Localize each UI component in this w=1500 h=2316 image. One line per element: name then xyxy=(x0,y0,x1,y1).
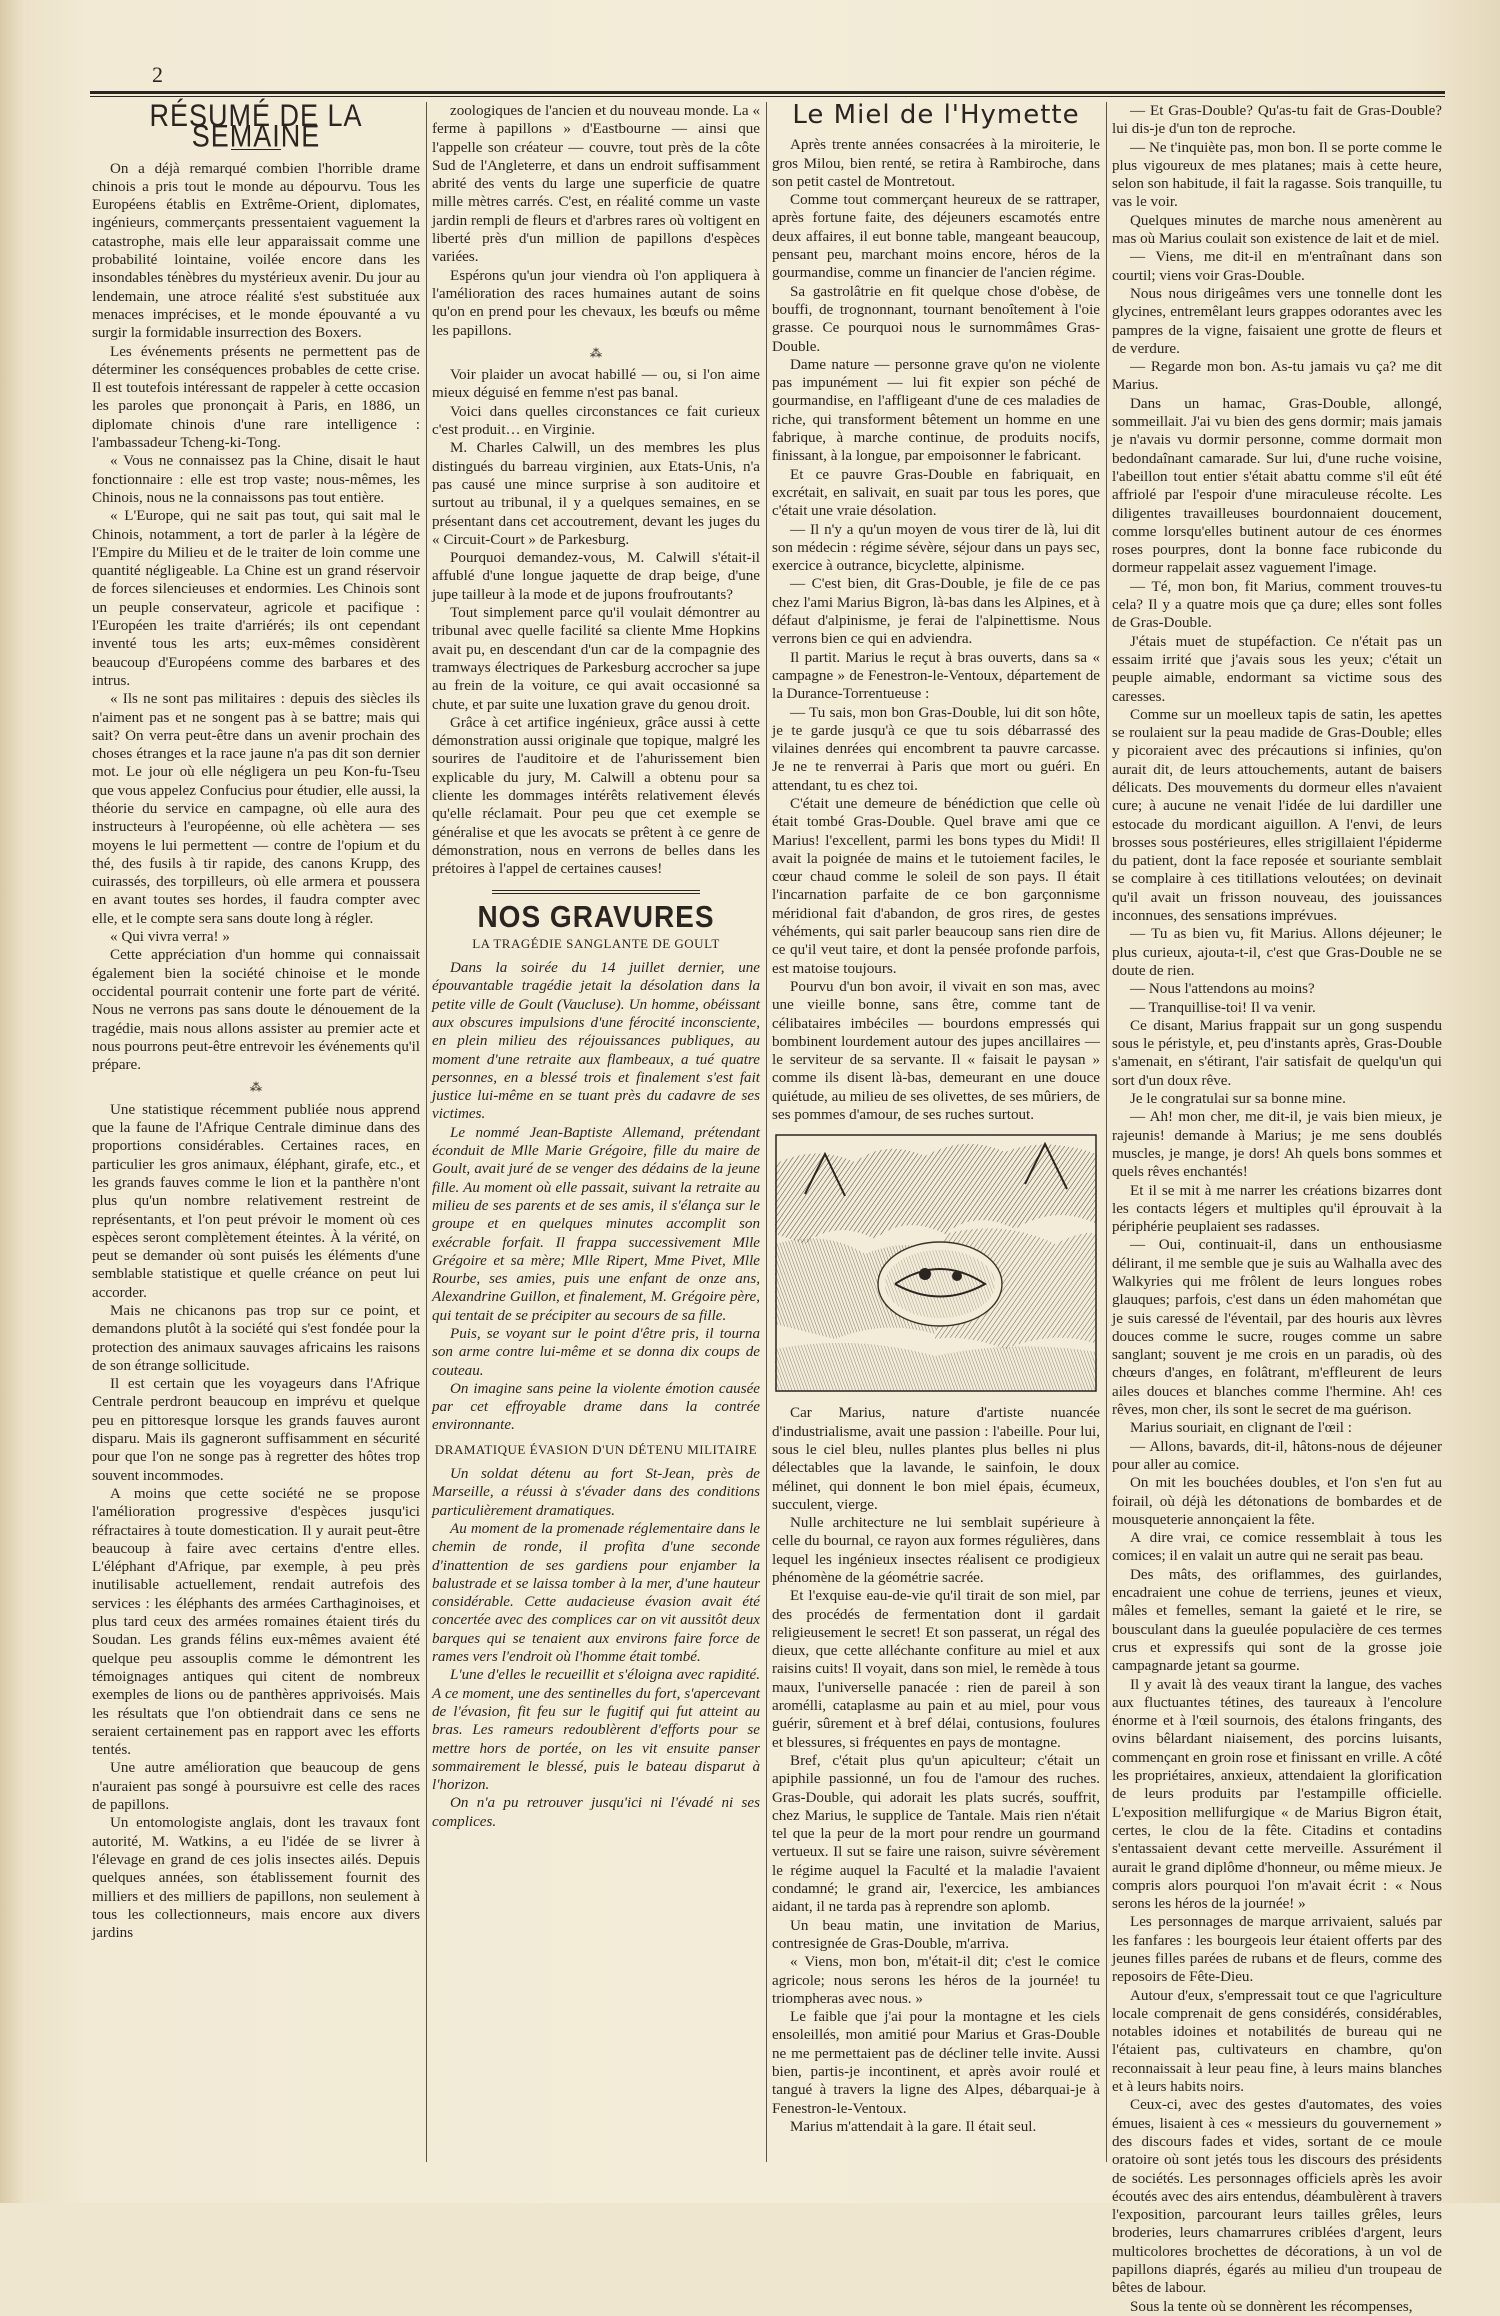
paragraph: Dans un hamac, Gras-Double, allongé, sommeillait. J'ai vu bien des gens dormir; mais jamais je n'avais vu dormir personne, comme dormait mon bedondaînant camarade. Sur lui, d'une ruche voisine, l'abeillon tout entier s'était abattu comme s'il eût été affriolé par l'espoir d'une miraculeuse récolte. Les diligentes travailleuses bourdonnaient doucement, comme lorsqu'elles butinent autour de ces énormes roses pourpres, dont la bonne face rubiconde du dormeur rappelait assez vaguement l'image. xyxy=(1112,395,1442,577)
paragraph: — Nous l'attendons au moins? xyxy=(1130,981,1315,998)
paragraph: Quelques minutes de marche nous amenèrent au mas où Marius coulait son existence de lait et de miel. xyxy=(1112,212,1442,248)
paragraph: Marius souriait, en clignant de l'œil : xyxy=(1130,1420,1352,1437)
paragraph: Voir plaider un avocat habillé — ou, si l'on aime mieux déguisé en femme n'est pas banal. xyxy=(432,367,760,402)
paragraph: Nous nous dirigeâmes vers une tonnelle dont les glycines, entremêlant leurs grappes odorantes avec les pampres de la vigne, faisaient une grotte de fleurs et de verdure. xyxy=(1112,285,1442,357)
paragraph: — Ne t'inquiète pas, mon bon. Il se porte comme le plus vigoureux de mes platanes; mais à cette heure, selon son habitude, il fait la ragasse. Sois tranquille, tu vas le voir. xyxy=(1112,139,1442,211)
paragraph: « L'Europe, qui ne sait pas tout, qui sait mal le Chinois, notamment, a tort de parler à la légère de l'Empire du Milieu et de le traiter de loin comme une quantité négligeable. La Chine est un grand réservoir de forces silencieuses et endormies. Les Chinois sont un peuple conservateur, agricole et pacifique : l'Européen les traite d'arriérés; ils ont cependant inventé tous les arts; eux-mêmes considèrent beaucoup d'Européens comme des barbares et des intrus. xyxy=(92,508,420,689)
paragraph: Tout simplement parce qu'il voulait démontrer au tribunal avec quelle facilité sa cliente Mme Hopkins avait pu, en descendant d'un car de la compagnie des tramways électriques de Parkesburg accrocher sa jupe au frein de la voiture, ce qui avait occasionné sa chute, et par suite une luxation grave du genou droit. xyxy=(432,605,760,713)
paragraph: — Il n'y a qu'un moyen de vous tirer de là, lui dit son médecin : régime sévère, séjour dans un pays sec, exercice à outrance, bicyclette, alpinisme. xyxy=(772,521,1100,575)
paragraph: Après trente années consacrées à la miroiterie, le gros Milou, bien renté, se retira à Rambiroche, dans son petit castel de Montretout. xyxy=(772,137,1100,190)
story-body-suite xyxy=(1112,102,1442,2316)
paragraph: Une autre amélioration que beaucoup de gens n'auraient pas songé à poursuivre est celle des races de papillons. xyxy=(92,1760,420,1814)
paragraph: « Vous ne connaissez pas la Chine, disait le haut fonctionnaire : elle est trop vaste; nous-mêmes, les Chinois, nous ne la connaissons pas tout entière. xyxy=(92,453,420,506)
paragraph: — Regarde mon bon. As-tu jamais vu ça? me dit Marius. xyxy=(1112,359,1442,394)
paragraph: — Tranquillise-toi! Il va venir. xyxy=(1130,999,1316,1016)
resume-body xyxy=(92,160,420,1943)
paragraph: On mit les bouchées doubles, et l'on s'en fut au foirail, où déjà les détonations de bombardes et de mousqueterie annonçaient la fête. xyxy=(1112,1475,1442,1528)
paragraph: Ce disant, Marius frappait sur un gong suspendu sous le péristyle, et, peu d'instants après, Gras-Double s'amenait, en s'étirant, l'air satisfait de quelqu'un qui sort d'un doux rêve. xyxy=(1112,1017,1442,1089)
paragraph: Le nommé Jean-Baptiste Allemand, prétendant éconduit de Mlle Marie Grégoire, fille du maire de Goult, avait juré de se venger des dédains de la jeune fille. Au moment où elle passait, suivant la retraite au milieu de ses parents et de ses amis, il s'élança sur le groupe et en quelques minutes accomplit son exécrable forfait. Il frappa successivement Mlle Grégoire et sa mère; Mlle Ripert, Mme Pivet, Mlle Rourbe, ses amies, puis une enfant de onze ans, Alexandrine Guillon, et finalement, M. Grégoire père, qui tentait de se précipiter au secours de sa fille. xyxy=(432,1124,760,1324)
paragraph: Espérons qu'un jour viendra où l'on appliquera à l'amélioration des races humaines autant de soins qu'on en prend pour les chevaux, les bœufs ou même les papillons. xyxy=(432,267,760,339)
paragraph: Dans la soirée du 14 juillet dernier, une épouvantable tragédie jetait la désolation dans la petite ville de Goult (Vaucluse). Un homme, obéissant aux obscures impulsions d'une férocité inconsciente, en plein milieu des réjouissances publiques, au moment d'une retraite aux flambeaux, a tué quatre personnes, en a blessé trois et finalement s'est fait justice lui-même en se tuant près du cadavre de ses victimes. xyxy=(432,960,760,1123)
paragraph: Le faible que j'ai pour la montagne et les ciels ensoleillés, mon amitié pour Marius et Gras-Double ne me permettaient pas de décliner telle invite. Aussi bien, partis-je incontinent, et après avoir roulé et tangué à travers la ligne des Alpes, débarquai-je à Fenestron-le-Ventoux. xyxy=(772,2009,1100,2117)
tragedie-body xyxy=(432,959,760,1435)
column-resume xyxy=(92,98,421,2160)
story-title: Le Miel de l'Hymette xyxy=(792,100,1080,130)
page-number: 2 xyxy=(152,62,163,87)
paragraph: — Et Gras-Double? Qu'as-tu fait de Gras-Double? lui dis-je d'un ton de reproche. xyxy=(1112,103,1442,138)
paragraph: On imagine sans peine la violente émotion causée par cet effroyable drame dans la contrée environnante. xyxy=(432,1380,760,1434)
chronique-body xyxy=(432,102,760,878)
paragraph: « Viens, mon bon, m'était-il dit; c'est le comice agricole; nous serons les héros de la journée! tu triompheras avec nous. » xyxy=(772,1954,1100,2007)
column-rule xyxy=(766,102,767,2162)
paragraph: — Ah! mon cher, me dit-il, je vais bien mieux, je rajeunis! demande à Marius; je me sens doublés muscles, je mange, je dors! Ah quels bons sommes et quels rêves enchantés! xyxy=(1112,1109,1442,1181)
paragraph: Les événements présents ne permettent pas de déterminer les conséquences probables de cette crise. Il est toutefois intéressant de rappeler à cette occasion les paroles que prononçait à Paris, en 1886, un diplomate chinois d'une rare intelligence : l'ambassadeur Tcheng-ki-Tong. xyxy=(92,343,420,452)
header-rule-thin xyxy=(90,96,1445,97)
paragraph: Bref, c'était plus qu'un apiculteur; c'était un apiphile passionné, un fou de l'amour des ruches. Gras-Double, qui adorait les plats sucrés, souffrit, chez Marius, le supplice de Tantale. Mais rien n'était tel que la peur de la mort pour rendre un gourmand vertueux. Il sut se faire une raison, suivre sévèrement le régime auquel la Faculté et la maladie l'avaient condamné; le grand air, l'exercice, les ambiances aidant, il ne tarda pas à reprendre son aplomb. xyxy=(772,1752,1100,1916)
paragraph: zoologiques de l'ancien et du nouveau monde. La « ferme à papillons » d'Eastbourne — ainsi que l'appelle son créateur — couvre, tout près de la côte Sud de l'Angleterre, et dans un endroit suffisamment abrité des vents du large une superficie de quatre mille mètres carrés. C'est, en réalité comme un vaste jardin rempli de fleurs et d'arbres rares où voltigent en liberté près d'un million de papillons d'espèces variées. xyxy=(432,103,760,266)
paragraph: Il y avait là des veaux tirant la langue, des vaches aux fluctuantes tétines, des taureaux à l'encolure énorme et à l'œil sournois, des étalons fringants, des ovins bêlardant niaisement, des porcins luisants, commençant en groin rose et finissant en vrille. A côté les propriétaires, anxieux, attendaient la glorification de leurs produits par l'estampille officielle. L'exposition mellifurgique « de Marius Bigron était, certes, le clou de la fête. Citadins et contadins s'entassaient devant cette merveille. Assurément il aurait le grand diplôme d'honneur, ou même mieux. Je compris alors pourquoi l'on m'avait écrit : « Nous serons les héros de la journée! » xyxy=(1112,1676,1442,1913)
paragraph: Des mâts, des oriflammes, des guirlandes, encadraient une cohue de terriens, jeunes et vieux, mâles et femelles, semant la gaieté et le rire, se bousculant dans la gueulée populacière de ces termes crus et expressifs qui sont de la grosse joie campagnarde jetant sa gourme. xyxy=(1112,1566,1442,1675)
paragraph: Les personnages de marque arrivaient, salués par les fanfares : les bourgeois leur étaient offerts par des jeunes filles parées de rubans et de fleurs, comme des reposoirs de Fête-Dieu. xyxy=(1112,1914,1442,1986)
section-heading-gravures: NOS GRAVURES xyxy=(477,899,715,934)
paragraph: A dire vrai, ce comice ressemblait à tous les comices; il en valait un autre qui ne serait pas beau. xyxy=(1112,1530,1442,1565)
column-miel xyxy=(772,102,1100,2160)
header-rule xyxy=(90,91,1445,94)
paragraph: J'étais muet de stupéfaction. Ce n'était pas un essaim irrité que j'avais sous les yeux; c'était un peuple aimable, endormant sa victime sous des caresses. xyxy=(1112,633,1442,705)
paragraph: Car Marius, nature d'artiste nuancée d'industrialisme, avait une passion : l'abeille. Pour lui, sous le ciel bleu, nulles plantes plus belles ni plus délectables que la lavande, le sainfoin, le doux mélinet, qui donnent le bon miel épais, écumeux, succulent, vierge. xyxy=(772,1405,1100,1513)
paragraph: Et l'exquise eau-de-vie qu'il tirait de son miel, par des procédés de fermentation dont il gardait religieusement le secret! Et son passerat, un régal des dieux, que cette alléchante confiture au miel et aux raisins cuits! Il voyait, dans son miel, le remède à tous maux, l'universelle panacée : rien de pareil à son aromélli, cataplasme au pain et au miel, pour vous guérir, sûrement et à bref délai, contusions, foulures et blessures, si fréquentes en pays de montagne. xyxy=(772,1588,1100,1751)
subheading-tragedie: LA TRAGÉDIE SANGLANTE DE GOULT xyxy=(472,935,720,951)
column-chronique xyxy=(432,102,760,2160)
engraving-illustration xyxy=(775,1134,1097,1392)
paragraph: Cette appréciation d'un homme qui connaissait également bien la société chinoise et le monde occidental pourrait contenir une forte part de vérité. Nous ne verrons pas sans doute le dénouement de la tragédie, mais nous allons assister au premier acte et nous pourrons peut-être entrevoir les événements qu'il prépare. xyxy=(92,947,420,1074)
paragraph: Je le congratulai sur sa bonne mine. xyxy=(1130,1091,1346,1108)
paragraph: C'était une demeure de bénédiction que celle où était tombé Gras-Double. Quel brave ami que ce Marius! l'excellent, parmi les bons types du Midi! Il avait la poignée de mains et le tutoiement faciles, le cœur chaud comme le soleil de son pays. Il était l'incarnation parfaite de ce bon garçonnisme méridional fait d'abandon, de gros rires, de gestes véhéments, qui sait parler beaucoup sans rien dire de ce qu'il veut taire, et dont la pensée profonde parfois, est matoise toujours. xyxy=(772,795,1100,977)
subheading-evasion: DRAMATIQUE ÉVASION D'UN DÉTENU MILITAIRE xyxy=(434,1441,758,1457)
paragraph: Mais ne chicanons pas trop sur ce point, et demandons plutôt à la société qui s'est fondée pour la protection des animaux sauvages africains les raisons de son étrange sollicitude. xyxy=(92,1303,420,1374)
paragraph: Grâce à cet artifice ingénieux, grâce aussi à cette démonstration aussi originale que topique, malgré les sourires de l'auditoire et de l'ahurissement bien explicable du jury, M. Calwill a obtenu pour sa cliente les dommages intérêts relativement élevés qu'elle réclamait. Pour peu que cet exemple se généralise et que les avocats se prêtent à ce genre de démonstration, nous en verrons de belles dans les prétoires à l'appel de certaines causes! xyxy=(432,714,760,878)
paragraph: Un entomologiste anglais, dont les travaux font autorité, M. Watkins, a eu l'idée de se livrer à l'élevage en grand de ces jolis insectes ailés. Depuis quelques années, son établissement fournit des milliers et des milliers de papillons, non seulement à tous les collectionneurs, mais encore aux divers jardins xyxy=(92,1815,420,1942)
paragraph: L'une d'elles le recueillit et s'éloigna avec rapidité. A ce moment, une des sentinelles du fort, s'apercevant de l'évasion, fit feu sur le fugitif qui fut atteint au bras. Les rameurs redoublèrent d'efforts pour se mettre hors de portée, on les vit ensuite panser sommairement le blessé, puis le bateau disparut à l'horizon. xyxy=(432,1667,760,1794)
section-heading-resume: RÉSUMÉ DE LA SEMAINE xyxy=(149,98,363,154)
story-body-continued xyxy=(772,1404,1100,2136)
paragraph: — Té, mon bon, fit Marius, comment trouves-tu cela? Il y a quatre mois que ça dure; elles sont folles de Gras-Double. xyxy=(1112,578,1442,632)
paragraph: Et il se mit à me narrer les créations bizarres dont les contacts légers et multiples qu'il éprouvait à la périphérie peuplaient ses radasses. xyxy=(1112,1182,1442,1236)
paragraph: On n'a pu retrouver jusqu'ici ni l'évadé ni ses complices. xyxy=(432,1795,760,1830)
paragraph: « Qui vivra verra! » xyxy=(110,929,230,946)
page-fold-shadow xyxy=(0,0,26,2203)
paragraph: Il partit. Marius le reçut à bras ouverts, dans sa « campagne » de Fenestron-le-Ventoux, département de la Durance-Torrentueuse : xyxy=(772,649,1100,703)
paragraph: A moins que cette société ne se propose l'amélioration progressive d'espèces jusqu'ici réfractaires à toute domestication. Il y aurait peut-être beaucoup à faire avec certains d'entre elles. L'éléphant d'Afrique, par exemple, à peu près inutilisable actuellement, rendait autrefois des services : les éléphants des armées Carthaginoises, et plus tard ceux des armées romaines étaient tirés du Soudan. Les grands félins eux-mêmes avaient été quelque peu assouplis comme le démontrent les témoignages antiques qui citent de nombreux exemples de lions ou de panthères apprivoisés. Mais les résultats que l'on obtiendrait dans ce sens ne seraient certainement pas en rapport avec les efforts tentés. xyxy=(92,1485,420,1759)
paragraph: M. Charles Calwill, un des membres les plus distingués du barreau virginien, aux Etats-Unis, n'a pas causé une mince surprise à son auditoire et surtout au tribunal, il y a quelques semaines, en se présentant dans cet accoutrement, devant les juges du « Circuit-Court » de Parkesburg. xyxy=(432,440,760,548)
paragraph: Marius m'attendait à la gare. Il était seul. xyxy=(790,2118,1037,2135)
paragraph: Une statistique récemment publiée nous apprend que la faune de l'Afrique Centrale diminue dans des proportions considérables. Certaines races, en particulier les gros animaux, éléphant, girafe, etc., et les grands fauves comme le lion et la panthère n'ont plus qu'un nombre relativement restreint de représentants, et l'on peut prévoir le moment où ces espèces seront complètement éteintes. À la vérité, on peut se demander où sont puisés les éléments d'une semblable statistique et quelle créance on peut lui accorder. xyxy=(92,1101,420,1301)
paragraph: Un beau matin, une invitation de Marius, contresignée de Gras-Double, m'arriva. xyxy=(772,1917,1100,1952)
paragraph: Et ce pauvre Gras-Double en fabriquait, en excrétait, en salivait, en suait par tous les pores, que c'était une vraie désolation. xyxy=(772,466,1100,520)
paragraph: Autour d'eux, s'empressait tout ce que l'agriculture locale comprenait de gens considérés, considérables, notables idoines et notabilités de bureau qui ne l'étaient pas, cultivateurs en chambre, qu'on reconnaissait à leur peau fine, à leurs mains blanches et à leurs habits noirs. xyxy=(1112,1987,1442,2096)
paragraph: — Tu as bien vu, fit Marius. Allons déjeuner; le plus curieux, ajouta-t-il, c'est que Gras-Double ne se doute de rien. xyxy=(1112,926,1442,979)
paragraph: Comme tout commerçant heureux de se rattraper, après fortune faite, des déjeuners escamotés entre deux affaires, il eut bonne table, mangeant beaucoup, pensant peu, marchant moins encore, héros de la gourmandise, comme un financier de l'ancien régime. xyxy=(772,192,1100,282)
paragraph: — Allons, bavards, dit-il, hâtons-nous de déjeuner pour aller au comice. xyxy=(1112,1438,1442,1473)
paragraph: — Tu sais, mon bon Gras-Double, lui dit son hôte, je te garde jusqu'à ce que tu sois débarrassé des vilaines denrées qui encombrent ta pauvre carcasse. Je ne te renverrai à Paris que mort ou guéri. En attendant, tu es chez toi. xyxy=(772,704,1100,794)
paragraph: Voici dans quelles circonstances ce fait curieux c'est produit… en Virginie. xyxy=(432,403,760,439)
paragraph: — C'est bien, dit Gras-Double, je file de ce pas chez l'ami Marius Bigron, là-bas dans les Alpines, et à défaut d'alpinisme, je ferai de l'alpinettisme. Nous verrons bien ce qui en adviendra. xyxy=(772,576,1100,648)
section-asterism: ⁂ xyxy=(250,1080,262,1095)
story-body xyxy=(772,136,1100,1124)
paragraph: Pourquoi demandez-vous, M. Calwill s'était-il affublé d'une longue jaquette de drap beige, d'une jupe tailleur à la mode et de jupons froufroutants? xyxy=(432,550,760,603)
paragraph: « Ils ne sont pas militaires : depuis des siècles ils n'aiment pas et ne songent pas à se battre; mais qui sait? On verra peut-être dans un avenir prochain des choses étranges et la race jaune n'a pas dit son dernier mot. Le jour où elle négligera un peu Kon-fu-Tseu que vous appelez Confucius pour étudier, elle aussi, la théorie du service en campagne, où elle aura des instructeurs à l'européenne, où elle achètera — ses moyens le lui permettent — contre de l'opium et du thé, des fusils à tir rapide, des canons Krupp, des cuirassés, des torpilleurs, où elle armera et poussera en avant toutes ses hordes, il faudra compter avec elle, et le compte sera sans doute long à régler. xyxy=(92,691,421,927)
column-rule xyxy=(426,102,427,2162)
evasion-body xyxy=(432,1465,760,1831)
paragraph: Ceux-ci, avec des gestes d'automates, des voies émues, lisaient à ces « messieurs du gouvernement » des discours fades et vides, sortant de ce moule oratoire où sont jetés tous les discours des présidents de sociétés. Les personnages officiels après les avoir écoutés avec des airs entendus, déambulèrent à travers l'exposition, parcourant leurs tailles grêles, leurs broderies, leurs chamarrures criblées d'argent, leurs multicolores brochettes de décorations, à un vol de papillons diaprés, égarés au milieu d'un troupeau de bêtes de labour. xyxy=(1112,2097,1442,2297)
section-rule xyxy=(492,893,700,894)
paragraph: — Viens, me dit-il en m'entraînant dans son courtil; viens voir Gras-Double. xyxy=(1112,249,1442,284)
paragraph: Puis, se voyant sur le point d'être pris, il tourna son arme contre lui-même et se donna dix coups de couteau. xyxy=(432,1326,760,1379)
column-miel-suite xyxy=(1112,102,1442,2315)
paragraph: Sa gastrolâtrie en fit quelque chose d'obèse, de bouffi, de trognonnant, tournant benoîtement à l'oie grasse. Ce pourquoi nous le surnommâmes Gras-Double. xyxy=(772,283,1100,355)
paragraph: Nulle architecture ne lui semblait supérieure à celle du bournal, ce rayon aux formes régulières, dans lequel les ingénieux insectes réalisent ce prodigieux phénomène de la géométrie sacrée. xyxy=(772,1515,1100,1586)
section-asterism: ⁂ xyxy=(590,345,602,360)
column-rule xyxy=(1106,102,1107,2162)
paragraph: — Oui, continuait-il, dans un enthousiasme délirant, il me semble que je suis au Walhalla avec des Walkyries qui me frôlent de leurs longues robes glauques; parfois, c'est dans un éden mahométan que je suis caressé de l'éventail, par des houris aux lèvres douces comme le sucre, rouges comme un sabre sanglant; souvent je me crois en un paradis, où des chœurs d'anges, en folâtrant, m'effleurent de leurs ailes douces et blanches comme l'hermine. Ah! ces rêves, mon cher, ils sont le secret de ma guérison. xyxy=(1112,1237,1442,1419)
paragraph: On a déjà remarqué combien l'horrible drame chinois a pris tout le monde au dépourvu. Tous les Européens établis en Extrême-Orient, diplomates, ingénieurs, commerçants pressentaient vaguement la catastrophe, mais elle leur apparaissait comme une probabilité lointaine, voilée encore dans les insondables ténèbres du mystérieux avenir. Du jour au lendemain, une atroce réalité s'est substituée aux menaces imprécises, et le monde épouvanté a vu surgir la formidable insurrection des Boxers. xyxy=(92,160,420,342)
paragraph: Dame nature — personne grave qu'on ne violente pas impunément — lui fit expier son péché de gourmandise, en l'affligeant d'une de ces maladies de riche, qui transforment bêtement un homme en une fabrique, à marche continue, de produits nocifs, finissant, à la longue, par empoisonner le fabricant. xyxy=(772,356,1100,465)
paragraph: Comme sur un moelleux tapis de satin, les apettes se roulaient sur la peau madide de Gras-Double; elles y picoraient avec des précautions si infinies, qu'on aurait dit, de leurs attouchements, autant de baisers délicats. Des mouvements du dormeur elles n'avaient cure; à aucune ne venait l'idée de lui dardiller une estocade du mordicant aiguillon. A l'envi, de leurs brosses sous postérieures, elles strigillaient l'épiderme du patient, dont la face reposée et souriante semblait se complaire à ces titillations veloutées; on devinait qu'il avait un frisson nouveau, des jouissances inconnues, des sensations imprévues. xyxy=(1112,706,1442,925)
section-rule xyxy=(492,890,700,891)
paragraph: Au moment de la promenade réglementaire dans le chemin de ronde, il profita d'une seconde d'inattention de ses gardiens pour enjamber la balustrade et se laissa tomber à la mer, d'une hauteur considérable. Cette audacieuse évasion avait été concertée avec des complices car on vit aussitôt deux barques qui se tenaient aux environs faire force de rames vers l'endroit où l'homme était tombé. xyxy=(432,1520,760,1666)
paragraph: Sous la tente où se donnèrent les récompenses, xyxy=(1130,2298,1413,2315)
paragraph: Il est certain que les voyageurs dans l'Afrique Centrale perdront beaucoup en imprévu et quelque peu en pittoresque lorsque les grands fauves auront disparu. Mais ils gagneront suffisamment en sécurité pour que l'on ne songe pas à regretter des hôtes trop souvent incommodes. xyxy=(92,1376,420,1484)
paragraph: Pourvu d'un bon avoir, il vivait en son mas, avec une vieille bonne, sans être, comme tant de célibataires imbéciles — bourdons empressés qui bombinent lourdement autour des jupes ancillaires — le serviteur de sa servante. Il « faisait le paysan » comme ils disent là-bas, demeurant en une douce quiétude, au milieu de ses olivettes, de ses mûriers, de ses pommes d'amour, de ses ruches surtout. xyxy=(772,978,1100,1124)
paragraph: Un soldat détenu au fort St-Jean, près de Marseille, a réussi à s'évader dans des conditions particulièrement dramatiques. xyxy=(432,1466,760,1519)
